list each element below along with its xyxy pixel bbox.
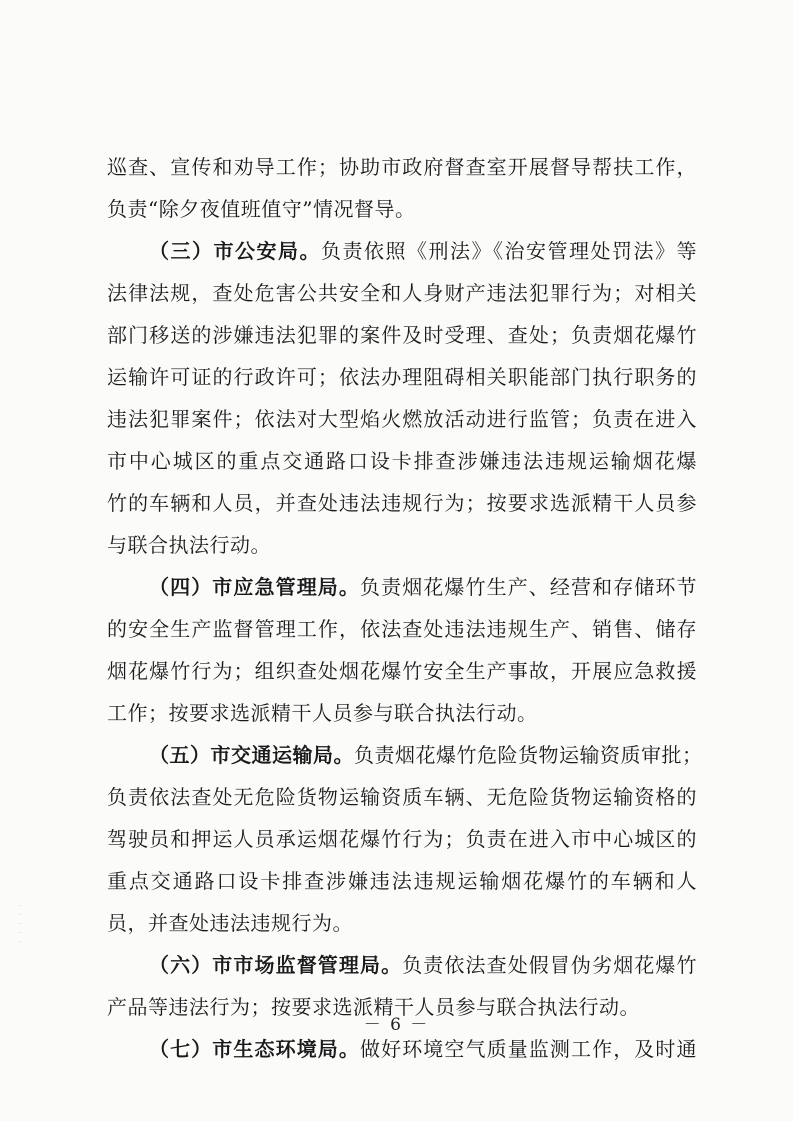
text-line-8: 市中心城区的重点交通路口设卡排查涉嫌违法违规运输烟花爆 [107, 449, 697, 473]
text-line-12: 的安全生产监督管理工作，依法查处违法违规生产、销售、储存 [107, 617, 697, 641]
section-4-heading: （四）市应急管理局。 [149, 575, 360, 599]
text-line-14: 工作；按要求选派精干人员参与联合执法行动。 [107, 701, 538, 725]
section-5-heading: （五）市交通运输局。 [149, 743, 354, 767]
section-7-heading-line: （七）市生态环境局。做好环境空气质量监测工作，及时通 [149, 1037, 697, 1061]
text-line-7: 违法犯罪案件；依法对大型焰火燃放活动进行监管；负责在进入 [107, 407, 697, 431]
text-line-5: 部门移送的涉嫌违法犯罪的案件及时受理、查处；负责烟花爆竹 [107, 323, 697, 347]
body-text [107, 146, 703, 1070]
text-line-9: 竹的车辆和人员，并查处违法违规行为；按要求选派精干人员参 [107, 491, 697, 515]
scan-margin-marks [18, 905, 22, 945]
text-line-16: 负责依法查处无危险货物运输资质车辆、无危险货物运输资格的 [107, 785, 697, 809]
text-line-21: 产品等违法行为；按要求选派精干人员参与联合执法行动。 [107, 995, 640, 1019]
section-6-heading: （六）市市场监督管理局。 [149, 953, 403, 977]
text-line-2: 负责“除夕夜值班值守”情况督导。 [107, 197, 416, 221]
page-number: － 6 － [363, 1015, 430, 1035]
text-line-18: 重点交通路口设卡排查涉嫌违法违规运输烟花爆竹的车辆和人 [107, 869, 697, 893]
section-3-heading: （三）市公安局。 [149, 239, 321, 263]
section-3-heading-line: （三）市公安局。负责依照《刑法》《治安管理处罚法》等 [149, 239, 697, 263]
text-line-13: 烟花爆竹行为；组织查处烟花爆竹安全生产事故，开展应急救援 [107, 659, 697, 683]
section-7-heading: （七）市生态环境局。 [149, 1037, 360, 1061]
text-line-4: 法律法规，查处危害公共安全和人身财产违法犯罪行为；对相关 [107, 281, 697, 305]
text-line-19: 员，并查处违法违规行为。 [107, 911, 353, 935]
text-line-17: 驾驶员和押运人员承运烟花爆竹行为；负责在进入市中心城区的 [107, 827, 697, 851]
text-line-10: 与联合执法行动。 [107, 533, 271, 557]
section-6-heading-line: （六）市市场监督管理局。负责依法查处假冒伪劣烟花爆竹 [149, 953, 698, 977]
section-4-heading-line: （四）市应急管理局。负责烟花爆竹生产、经营和存储环节 [149, 575, 697, 599]
text-line-6: 运输许可证的行政许可；依法办理阻碍相关职能部门执行职务的 [107, 365, 697, 389]
section-5-heading-line: （五）市交通运输局。负责烟花爆竹危险货物运输资质审批； [149, 743, 703, 767]
text-line-1: 巡查、宣传和劝导工作；协助市政府督查室开展督导帮扶工作， [107, 155, 697, 179]
